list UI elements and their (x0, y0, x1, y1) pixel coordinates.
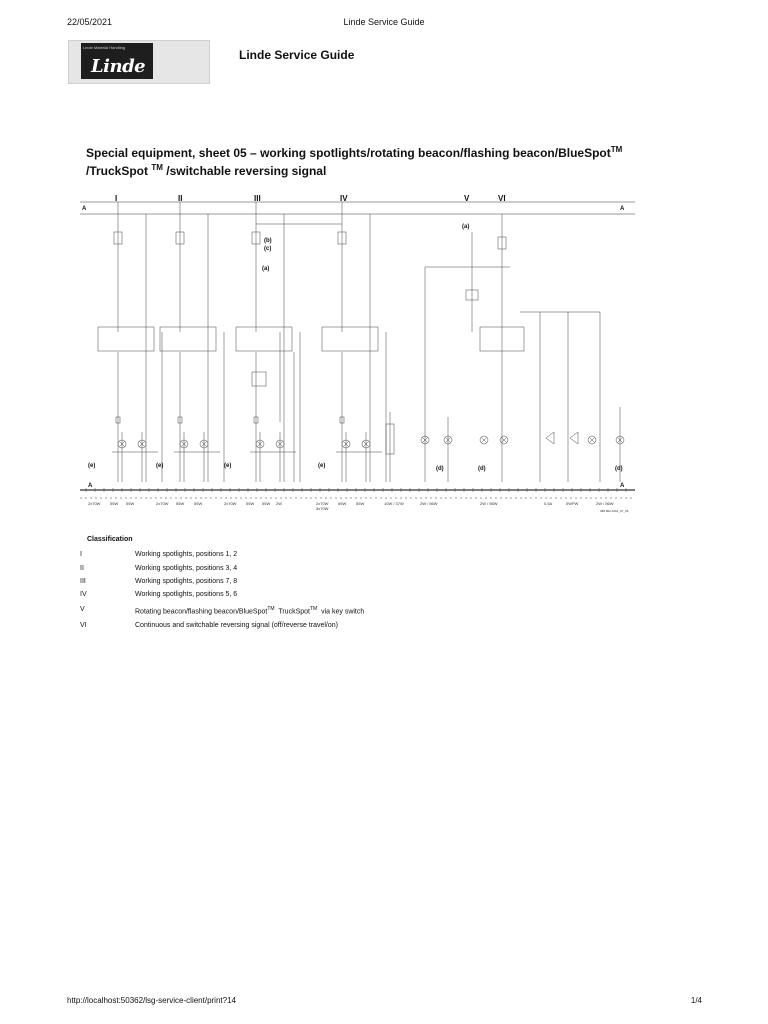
column-label-4: IV (340, 194, 348, 203)
callout-d-1: (d) (436, 466, 444, 472)
guide-title: Linde Service Guide (239, 48, 355, 62)
logo-wordmark: Linde (91, 56, 146, 77)
print-header-title: Linde Service Guide (343, 17, 425, 27)
callout-b: (b) (264, 238, 272, 244)
load-label: 55W (246, 501, 255, 506)
load-label: 2W / 56W (480, 501, 498, 506)
callout-d-3: (d) (615, 466, 623, 472)
load-label: 55W (194, 501, 203, 506)
wiring-diagram (80, 192, 640, 514)
callout-e-2: (e) (156, 463, 164, 469)
section-heading-line1: Special equipment, sheet 05 – working spotlights/rotating beacon/flashing beacon/BlueSpot™ (86, 145, 623, 160)
load-label: 2W / 56W (420, 501, 438, 506)
column-label-5: V (464, 194, 470, 203)
classification-title: Classification (87, 536, 133, 543)
rail-label-left: A (82, 206, 87, 212)
load-label: 55W (176, 501, 185, 506)
classification-text: Continuous and switchable reversing signal (off/reverse travel/on) (135, 622, 338, 629)
column-label-6: VI (498, 194, 506, 203)
load-label: 55W (262, 501, 271, 506)
column-label-1: I (115, 194, 118, 203)
logo-tagline: Linde Material Handling (83, 45, 126, 50)
load-label: 3x70W (316, 506, 329, 511)
load-label: 2x70W (316, 501, 329, 506)
load-label: 10W / 37W (384, 501, 404, 506)
load-label: 2W (276, 501, 282, 506)
column-label-2: II (178, 194, 183, 203)
load-label: 55W (356, 501, 365, 506)
callout-e-1: (e) (88, 463, 96, 469)
print-url[interactable]: http://localhost:50362/lsg-service-client/print?14 (67, 996, 236, 1005)
callout-e-3: (e) (224, 463, 232, 469)
callout-a-1: (a) (462, 224, 470, 230)
load-label: 55W (338, 501, 347, 506)
classification-num: II (80, 565, 84, 572)
callout-d-2: (d) (478, 466, 486, 472)
load-label: 0.5A (544, 501, 553, 506)
callout-a-2: (a) (262, 266, 270, 272)
drawing-number: 388 802 0201_07_06 (600, 509, 629, 513)
load-label: 0WPW (566, 501, 579, 506)
classification-text: Rotating beacon/flashing beacon/BlueSpot™ TruckSpot™ via key switch (135, 606, 365, 616)
classification-num: I (80, 551, 82, 558)
classification-text: Working spotlights, positions 7, 8 (135, 578, 238, 585)
load-label: 2W / 56W (596, 501, 614, 506)
load-label: 55W (126, 501, 135, 506)
print-date: 22/05/2021 (67, 17, 113, 27)
callout-e-4: (e) (318, 463, 326, 469)
column-label-3: III (254, 194, 261, 203)
classification-text: Working spotlights, positions 5, 6 (135, 591, 238, 598)
rail-label-bottom-left: A (88, 483, 93, 489)
load-label: 2x70W (156, 501, 169, 506)
classification-num: III (80, 578, 86, 585)
rail-label-right: A (620, 206, 625, 212)
load-label: 2x70W (88, 501, 101, 506)
section-heading-line2: /TruckSpot ™ /switchable reversing signal (86, 163, 327, 178)
classification-num: VI (80, 622, 87, 629)
classification-num: V (80, 606, 85, 613)
page-number: 1/4 (690, 996, 702, 1005)
classification-text: Working spotlights, positions 1, 2 (135, 551, 238, 558)
classification-num: IV (80, 591, 87, 598)
load-label: 55W (110, 501, 119, 506)
linde-logo (68, 40, 210, 84)
rail-label-bottom-right: A (620, 483, 625, 489)
callout-c: (c) (264, 246, 272, 252)
load-label: 2x70W (224, 501, 237, 506)
classification-text: Working spotlights, positions 3, 4 (135, 565, 238, 572)
